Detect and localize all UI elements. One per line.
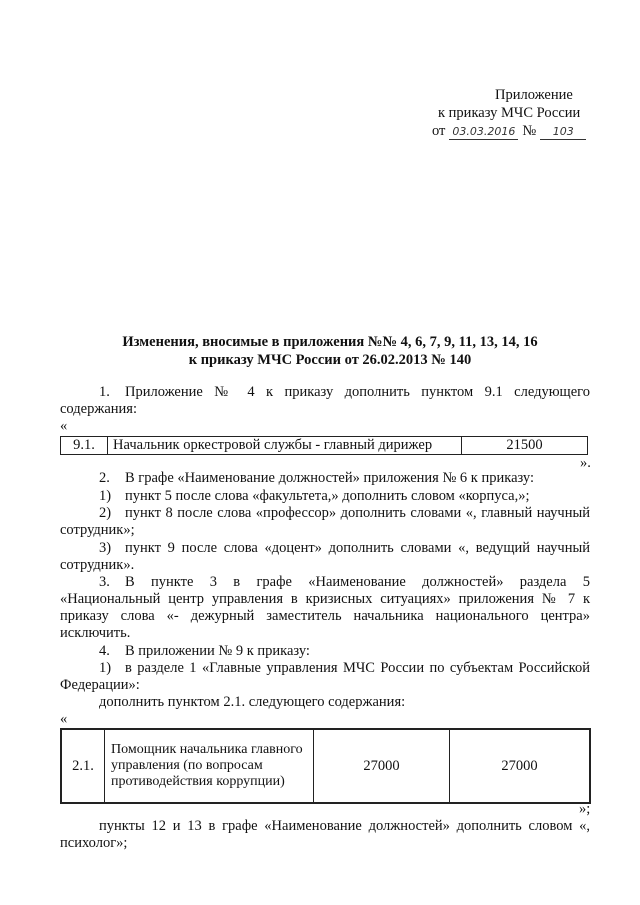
table-cell-salary-2: 27000 bbox=[450, 729, 591, 803]
table-row bbox=[61, 729, 590, 803]
paragraph-2-3-number: 3) bbox=[99, 540, 112, 556]
paragraph-2-2 bbox=[60, 505, 590, 539]
quote-close-2: »; bbox=[579, 801, 591, 817]
paragraph-2-2-number: 2) bbox=[99, 505, 112, 521]
appendix-header bbox=[420, 86, 590, 140]
paragraph-3-number: 3. bbox=[99, 574, 110, 590]
from-label: от bbox=[432, 123, 446, 139]
paragraph-4-text: В приложении № 9 к приказу: bbox=[125, 643, 310, 659]
paragraph-4 bbox=[60, 643, 590, 660]
table-row bbox=[61, 437, 588, 455]
paragraph-2-1-text: пункт 5 после слова «факультета,» дополнить словом «корпуса,»; bbox=[125, 488, 530, 504]
paragraph-4-1 bbox=[60, 660, 590, 694]
appendix-order-ref: к приказу МЧС России bbox=[438, 105, 581, 121]
appendix-date-line bbox=[420, 122, 590, 140]
quote-open-2: « bbox=[60, 711, 68, 727]
paragraph-1-number: 1. bbox=[99, 384, 110, 400]
table-cell-position: Помощник начальника главного управления (по вопросам противодействия коррупции) bbox=[105, 729, 314, 803]
table-position-2-1 bbox=[60, 728, 591, 804]
paragraph-3 bbox=[60, 574, 590, 642]
paragraph-2 bbox=[60, 470, 590, 487]
table-cell-number: 9.1. bbox=[61, 437, 108, 455]
table-cell-salary: 21500 bbox=[462, 437, 588, 455]
paragraph-4-1-text: в разделе 1 «Главные управления МЧС России по субъектам Российской Федерации»: bbox=[60, 660, 590, 693]
document-title bbox=[60, 333, 600, 369]
quote-open-1: « bbox=[60, 418, 68, 434]
table-cell-position: Начальник оркестровой службы - главный дирижер bbox=[108, 437, 462, 455]
title-line-1: Изменения, вносимые в приложения №№ 4, 6, 7, 9, 11, 13, 14, 16 bbox=[122, 334, 538, 350]
paragraph-1 bbox=[60, 384, 590, 418]
table-cell-salary-1: 27000 bbox=[314, 729, 450, 803]
number-label: № bbox=[522, 123, 537, 139]
paragraph-2-3-text: пункт 9 после слова «доцент» дополнить словами «, ведущий научный сотрудник». bbox=[60, 540, 590, 573]
paragraph-4-number: 4. bbox=[99, 643, 110, 659]
paragraph-1-text: Приложение № 4 к приказу дополнить пунктом 9.1 следующего содержания: bbox=[60, 384, 590, 417]
handwritten-number: 103 bbox=[540, 125, 586, 140]
quote-close-1: ». bbox=[580, 455, 591, 471]
table-cell-number: 2.1. bbox=[61, 729, 105, 803]
appendix-label: Приложение bbox=[495, 87, 573, 103]
paragraph-last: пункты 12 и 13 в графе «Наименование должностей» дополнить словом «, психолог»; bbox=[60, 818, 590, 851]
paragraph-2-3 bbox=[60, 540, 590, 574]
handwritten-date: 03.03.2016 bbox=[449, 125, 518, 140]
paragraph-2-1 bbox=[60, 488, 590, 505]
paragraph-4-1-number: 1) bbox=[99, 660, 112, 676]
paragraph-2-1-number: 1) bbox=[99, 488, 112, 504]
paragraph-2-number: 2. bbox=[99, 470, 110, 486]
title-line-2: к приказу МЧС России от 26.02.2013 № 140 bbox=[188, 352, 472, 368]
table-position-9-1 bbox=[60, 436, 588, 455]
paragraph-2-text: В графе «Наименование должностей» приложения № 6 к приказу: bbox=[125, 470, 535, 486]
paragraph-4-1-addition: дополнить пунктом 2.1. следующего содержания: bbox=[99, 694, 406, 710]
paragraph-3-text: В пункте 3 в графе «Наименование должностей» раздела 5 «Национальный центр управления в кризисных ситуациях» приложения № 7 к приказу слова «- дежурный заместитель начальника национального центра» исключить. bbox=[60, 574, 590, 641]
paragraph-2-2-text: пункт 8 после слова «профессор» дополнить словами «, главный научный сотрудник»; bbox=[60, 505, 590, 538]
